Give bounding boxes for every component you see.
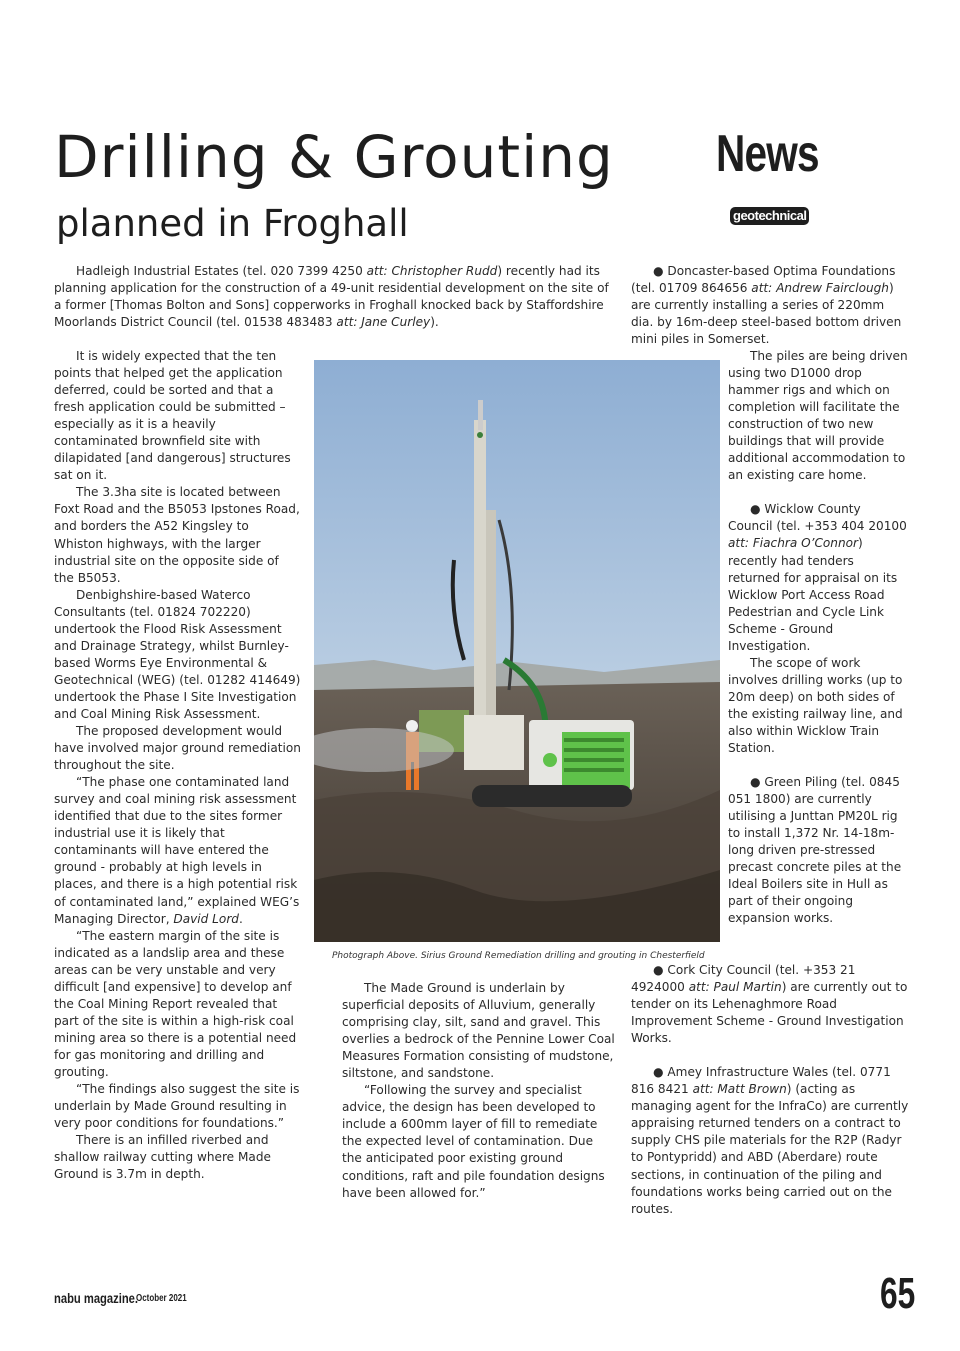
- left-paragraph-5-text: “The phase one contaminated land survey and coal mining risk assessment identified that due to the sites former industrial use it is likely that contaminants will have entered the ground - probably at high levels in places, and there is a high potential risk of contaminated land,” explained WEG’s Managing Director,: [54, 775, 300, 926]
- lead-contact-2: att: Jane Curley: [336, 315, 431, 330]
- amey-text: ● Amey Infrastructure Wales (tel. 0771 816 8421: [631, 1065, 891, 1097]
- doncaster-text-end: ) are currently installing a series of 220mm dia. by 16m-deep steel-based bottom driven mini piles in Somerset.: [631, 281, 902, 347]
- wicklow-text-end: ) recently had tenders returned for appraisal on its Wicklow Port Access Road Pedestrian and Cycle Link Scheme - Ground Investigation.: [728, 536, 898, 653]
- left-paragraph-2: The 3.3ha site is located between Foxt Road and the B5053 Ipstones Road, and borders the A52 Kingsley to Whiston highways, with the larger industrial site on the opposite side of the B5053.: [54, 485, 300, 585]
- cork-text-end: ) are currently out to tender on its Lehenaghmore Road Improvement Scheme - Ground Investigation Works.: [631, 980, 908, 1046]
- photo-caption: Photograph Above. Sirius Ground Remediation drilling and grouting in Chesterfield: [332, 951, 705, 961]
- amey-contact: att: Matt Brown: [692, 1082, 787, 1097]
- doncaster-paragraph-2: The piles are being driven using two D1000 drop hammer rigs and which on completion will facilitate the construction of two new buildings that will provide additional accommodation to an existing care home.: [728, 349, 908, 483]
- lead-text-2: ) recently had its planning application for the construction of a 49-unit residential development on the site of a former [Thomas Bolton and Sons] copperworks in Froghall knocked back by Staffordshire Moorlands District Council (tel. 01538 483483: [54, 264, 609, 330]
- cork-text: ● Cork City Council (tel. +353 21 4924000: [631, 963, 856, 995]
- article-title: Drilling & Grouting: [54, 123, 614, 191]
- left-paragraph-1: It is widely expected that the ten points that helped get the application deferred, could be sorted and that a fresh application could be submitted – especially as it is a heavily contaminated brownfield site with dilapidated [and dangerous] structures sat on it.: [54, 349, 291, 483]
- left-paragraph-7: “The findings also suggest the site is underlain by Made Ground resulting in very poor conditions for foundations.”: [54, 1082, 300, 1131]
- wicklow-paragraph-2: The scope of work involves drilling works (up to 20m deep) on both sides of the existing railway line, and also within Wicklow Train Station.: [728, 655, 903, 756]
- drilling-rig-photo: [314, 360, 720, 942]
- left-column: [54, 348, 301, 1183]
- lead-contact-1: att: Christopher Rudd: [366, 264, 498, 278]
- page-number: 65: [880, 1269, 916, 1318]
- doncaster-contact: att: Andrew Fairclough: [751, 281, 889, 296]
- left-paragraph-5-end: .: [238, 911, 243, 926]
- left-paragraph-5: [54, 774, 301, 927]
- middle-column: [342, 980, 616, 1202]
- news-item-wicklow: [728, 501, 908, 654]
- quoted-person: David Lord: [173, 911, 239, 926]
- left-paragraph-4: The proposed development would have involved major ground remediation throughout the site.: [54, 724, 301, 773]
- middle-paragraph-2: “Following the survey and specialist advice, the design has been developed to include a 600mm layer of fill to remediate the expected level of contamination. Due the anticipated poor existing ground conditions, raft and pile foundation designs have been allowed for.”: [342, 1083, 605, 1200]
- lead-paragraph: [54, 263, 616, 331]
- footer-date: October 2021: [136, 1293, 187, 1304]
- left-paragraph-6: “The eastern margin of the site is indicated as a landslip area and these areas can be very unstable and very difficult [and expensive] to develop anf the Coal Mining Report revealed that part of the site is within a high-risk coal mining area so there is a potential need for gas monitoring and drilling and grouting.: [54, 928, 297, 1079]
- wicklow-contact: att: Fiachra O’Connor: [728, 536, 858, 551]
- left-paragraph-3: Denbighshire-based Waterco Consultants (tel. 01824 702220) undertook the Flood Risk Assessment and Drainage Strategy, whilst Burnley-based Worms Eye Environmental & Geotechnical (WEG) (tel. 01282 414649) undertook the Phase I Site Investigation and Coal Mining Risk Assessment.: [54, 587, 301, 721]
- footer-magazine-name: nabu magazine.: [54, 1290, 139, 1306]
- doncaster-text: ● Doncaster-based Optima Foundations (tel. 01709 864656: [631, 264, 896, 296]
- left-paragraph-8: There is an infilled riverbed and shallow railway cutting where Made Ground is 3.7m in depth.: [54, 1133, 271, 1182]
- section-heading: News: [716, 125, 819, 183]
- wicklow-text: ● Wicklow County Council (tel. +353 404 20100: [728, 502, 907, 534]
- article-subtitle: planned in Froghall: [56, 202, 409, 245]
- news-item-amey: [631, 1064, 909, 1217]
- right-column-bottom: [631, 962, 909, 1218]
- section-badge: geotechnical: [730, 207, 809, 225]
- lead-text-1: Hadleigh Industrial Estates (tel. 020 7399 4250: [76, 264, 367, 278]
- news-item-cork: [631, 962, 909, 1047]
- lead-text-3: ).: [430, 315, 439, 330]
- cork-contact: att: Paul Martin: [688, 980, 782, 995]
- amey-text-end: ) (acting as managing agent for the InfraCo) are currently appraising returned tenders on a contract to supply CHS pile materials for the R2P (Radyr to Pontypridd) and ABD (Aberdare) route sections, in continuation of the piling and foundations works being carried out on the routes.: [631, 1082, 909, 1216]
- middle-paragraph-1: The Made Ground is underlain by superficial deposits of Alluvium, generally comprising clay, silt, sand and gravel. This overlies a bedrock of the Pennine Lower Coal Measures Formation consisting of mudstone, siltstone, and sandstone.: [342, 981, 615, 1081]
- right-column-top: [631, 263, 906, 348]
- right-column-narrow: [728, 348, 908, 928]
- news-item-green-piling: ● Green Piling (tel. 0845 051 1800) are currently utilising a Junttan PM20L rig to install 1,372 Nr. 14-18m-long driven pre-stressed precast concrete piles at the Ideal Boilers site in Hull as part of their ongoing expansion works.: [728, 775, 902, 926]
- news-item-doncaster: [631, 263, 906, 348]
- article-photo: [314, 360, 720, 942]
